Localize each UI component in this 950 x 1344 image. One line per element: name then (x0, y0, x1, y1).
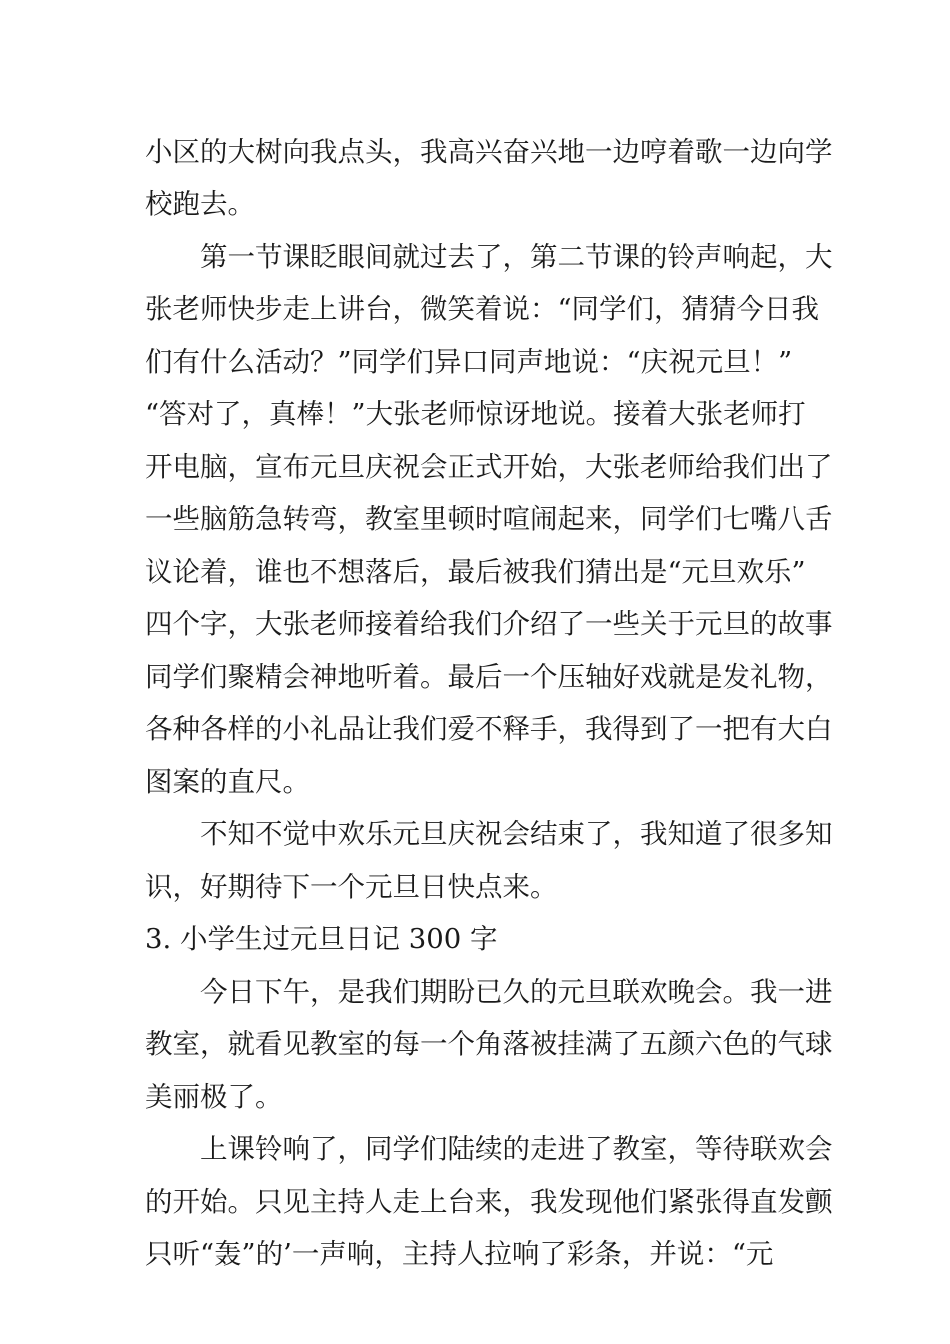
text-line-content: 只听“轰”的’一声响，主持人拉响了彩条，并说：“元 (145, 1238, 774, 1270)
text-line-content: 的开始。只见主持人走上台来，我发现他们紧张得直发颤 (145, 1186, 833, 1218)
text-line-content: “答对了，真棒！”大张老师惊讶地说。接着大张老师打 (145, 398, 806, 430)
text-line (0, 552, 950, 592)
text-line (0, 1182, 950, 1222)
text-line (0, 342, 950, 382)
text-line (0, 132, 950, 172)
text-line (0, 604, 950, 644)
text-line-content: 开电脑，宣布元旦庆祝会正式开始，大张老师给我们出了 (145, 451, 833, 483)
text-line (0, 1024, 950, 1064)
section-heading-text: 3. 小学生过元旦日记 300 字 (145, 923, 498, 955)
text-line-content: 教室，就看见教室的每一个角落被挂满了五颜六色的气球 (145, 1028, 833, 1060)
text-line-content: 各种各样的小礼品让我们爱不释手，我得到了一把有大白 (145, 713, 833, 745)
text-line-content: 第一节课眨眼间就过去了，第二节课的铃声响起，大 (200, 241, 833, 273)
text-line-content: 小区的大树向我点头，我高兴奋兴地一边哼着歌一边向学 (145, 136, 833, 168)
text-line-content: 校跑去。 (145, 188, 255, 220)
text-line (0, 447, 950, 487)
text-line (0, 762, 950, 802)
section-heading (0, 919, 950, 959)
text-line (0, 499, 950, 539)
text-line-content: 今日下午，是我们期盼已久的元旦联欢晚会。我一进 (200, 976, 833, 1008)
text-line-content: 同学们聚精会神地听着。最后一个压轴好戏就是发礼物， (145, 661, 833, 693)
text-line (0, 184, 950, 224)
text-line (0, 709, 950, 749)
text-line (0, 814, 950, 854)
text-line (0, 237, 950, 277)
text-line-content: 议论着，谁也不想落后，最后被我们猜出是“元旦欢乐” (145, 556, 806, 588)
text-line-content: 张老师快步走上讲台，微笑着说：“同学们，猜猜今日我 (145, 293, 820, 325)
text-line (0, 1077, 950, 1117)
text-line (0, 394, 950, 434)
text-line-content: 图案的直尺。 (145, 766, 310, 798)
text-line (0, 1129, 950, 1169)
text-line-content: 美丽极了。 (145, 1081, 283, 1113)
text-line (0, 1234, 950, 1274)
text-line-content: 识，好期待下一个元旦日快点来。 (145, 871, 558, 903)
text-line (0, 289, 950, 329)
text-line (0, 867, 950, 907)
text-line-content: 们有什么活动？”同学们异口同声地说：“庆祝元旦！” (145, 346, 793, 378)
text-line (0, 657, 950, 697)
text-line-content: 一些脑筋急转弯，教室里顿时喧闹起来，同学们七嘴八舌 (145, 503, 833, 535)
text-line (0, 972, 950, 1012)
text-line-content: 四个字，大张老师接着给我们介绍了一些关于元旦的故事 (145, 608, 833, 640)
text-line-content: 不知不觉中欢乐元旦庆祝会结束了，我知道了很多知 (200, 818, 833, 850)
text-line-content: 上课铃响了，同学们陆续的走进了教室，等待联欢会 (200, 1133, 833, 1165)
